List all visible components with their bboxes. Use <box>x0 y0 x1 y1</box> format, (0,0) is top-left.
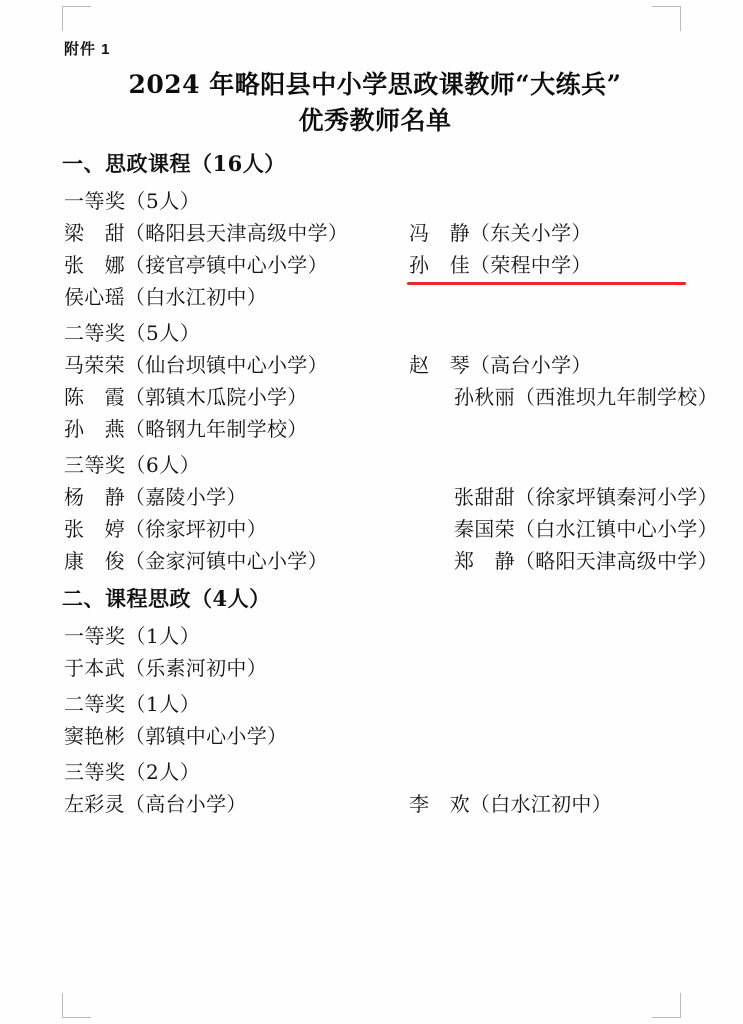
entry-name-left: 马荣荣（仙台坝镇中心小学） <box>64 353 328 377</box>
table-row <box>64 656 690 681</box>
table-row <box>64 417 690 442</box>
table-row <box>64 285 690 310</box>
award-level-label: 二等奖（1人） <box>64 692 201 716</box>
crop-mark-bottom-right <box>652 993 681 1018</box>
entry-name-right: 李 欢（白水江初中） <box>409 792 612 816</box>
table-row <box>64 221 690 246</box>
page-title <box>60 67 690 138</box>
crop-mark-bottom-left <box>62 993 91 1018</box>
table-row <box>64 792 690 817</box>
entry-name-right: 孙秋丽（西淮坝九年制学校） <box>454 385 718 409</box>
entry-name-left: 杨 静（嘉陵小学） <box>64 485 247 509</box>
entry-name-right: 孙 佳（荣程中学） <box>409 253 690 278</box>
entry-name-left: 陈 霞（郭镇木瓜院小学） <box>64 385 308 409</box>
table-row <box>64 385 718 410</box>
entry-name-left: 左彩灵（高台小学） <box>64 792 247 816</box>
section-heading: 二、课程思政（4人） <box>62 586 271 611</box>
table-row <box>64 517 718 542</box>
section-list <box>60 148 718 817</box>
entry-name-left: 梁 甜（略阳县天津高级中学） <box>64 221 349 245</box>
page-title-line1: 2024 年略阳县中小学思政课教师“大练兵” <box>128 70 622 99</box>
document-content <box>60 38 718 824</box>
attachment-label: 附件 1 <box>64 41 111 58</box>
entry-name-left: 孙 燕（略钢九年制学校） <box>64 417 308 441</box>
entry-name-left: 张 婷（徐家坪初中） <box>64 517 267 541</box>
table-row <box>64 485 718 510</box>
crop-mark-top-left <box>62 6 91 31</box>
entry-name-right: 张甜甜（徐家坪镇秦河小学） <box>454 485 718 509</box>
entry-name-left: 康 俊（金家河镇中心小学） <box>64 549 328 573</box>
entry-name-left: 于本武（乐素河初中） <box>64 656 267 680</box>
page-title-line2: 优秀教师名单 <box>298 105 452 135</box>
table-row <box>64 724 690 749</box>
award-level-label: 一等奖（5人） <box>64 189 201 213</box>
table-row <box>64 253 690 278</box>
entry-name-left: 窦艳彬（郭镇中心小学） <box>64 724 288 748</box>
entry-name-right: 赵 琴（高台小学） <box>409 353 592 377</box>
entry-name-right: 郑 静（略阳天津高级中学） <box>454 549 718 573</box>
award-level-label: 三等奖（2人） <box>64 760 201 784</box>
award-level-label: 一等奖（1人） <box>64 624 201 648</box>
entry-name-left: 张 娜（接官亭镇中心小学） <box>64 253 328 277</box>
crop-mark-top-right <box>652 6 681 31</box>
table-row <box>64 353 690 378</box>
table-row <box>64 549 718 574</box>
entry-name-right: 秦国荣（白水江镇中心小学） <box>454 517 718 541</box>
section-heading: 一、思政课程（16人） <box>62 151 286 176</box>
entry-name-left: 侯心瑶（白水江初中） <box>64 285 267 309</box>
entry-name-right: 冯 静（东关小学） <box>409 221 592 245</box>
award-level-label: 二等奖（5人） <box>64 321 201 345</box>
award-level-label: 三等奖（6人） <box>64 453 201 477</box>
